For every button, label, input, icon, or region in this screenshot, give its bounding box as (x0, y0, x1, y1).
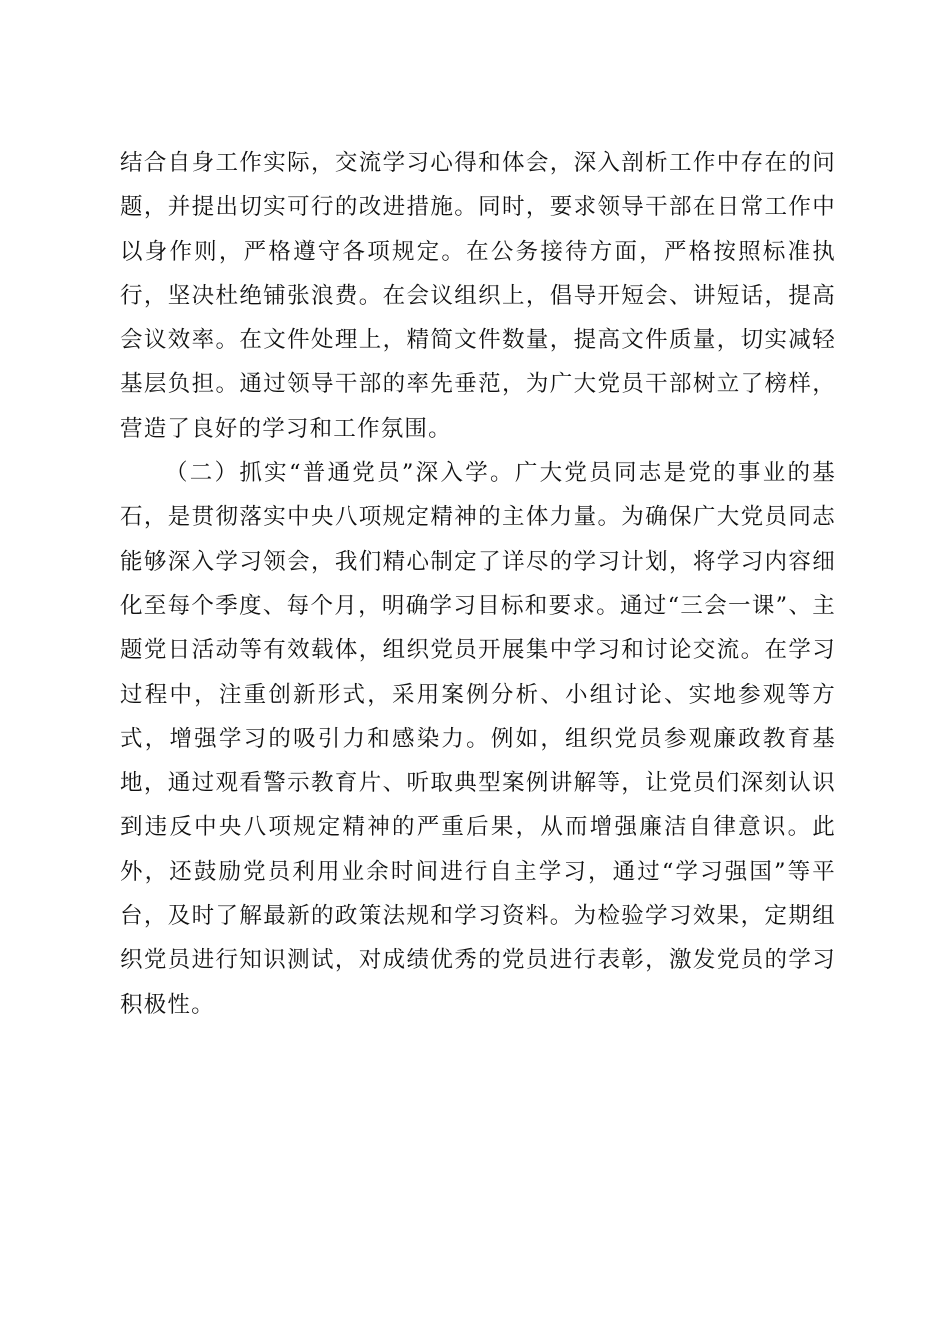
paragraph-section-two: （二）抓实“普通党员”深入学。广大党员同志是党的事业的基石，是贯彻落实中央八项规定精神的主体力量。为确保广大党员同志能够深入学习领会，我们精心制定了详尽的学习计划，将学习内容细化至每个季度、每个月，明确学习目标和要求。通过“三会一课”、主题党日活动等有效载体，组织党员开展集中学习和讨论交流。在学习过程中，注重创新形式，采用案例分析、小组讨论、实地参观等方式，增强学习的吸引力和感染力。例如，组织党员参观廉政教育基地，通过观看警示教育片、听取典型案例讲解等，让党员们深刻认识到违反中央八项规定精神的严重后果，从而增强廉洁自律意识。此外，还鼓励党员利用业余时间进行自主学习，通过“学习强国”等平台，及时了解最新的政策法规和学习资料。为检验学习效果，定期组织党员进行知识测试，对成绩优秀的党员进行表彰，激发党员的学习积极性。 (120, 460, 836, 1018)
document-body (120, 141, 836, 1027)
paragraph-continued: 结合自身工作实际，交流学习心得和体会，深入剖析工作中存在的问题，并提出切实可行的改进措施。同时，要求领导干部在日常工作中以身作则，严格遵守各项规定。在公务接待方面，严格按照标准执行，坚决杜绝铺张浪费。在会议组织上，倡导开短会、讲短话，提高会议效率。在文件处理上，精简文件数量，提高文件质量，切实减轻基层负担。通过领导干部的率先垂范，为广大党员干部树立了榜样，营造了良好的学习和工作氛围。 (120, 150, 836, 442)
